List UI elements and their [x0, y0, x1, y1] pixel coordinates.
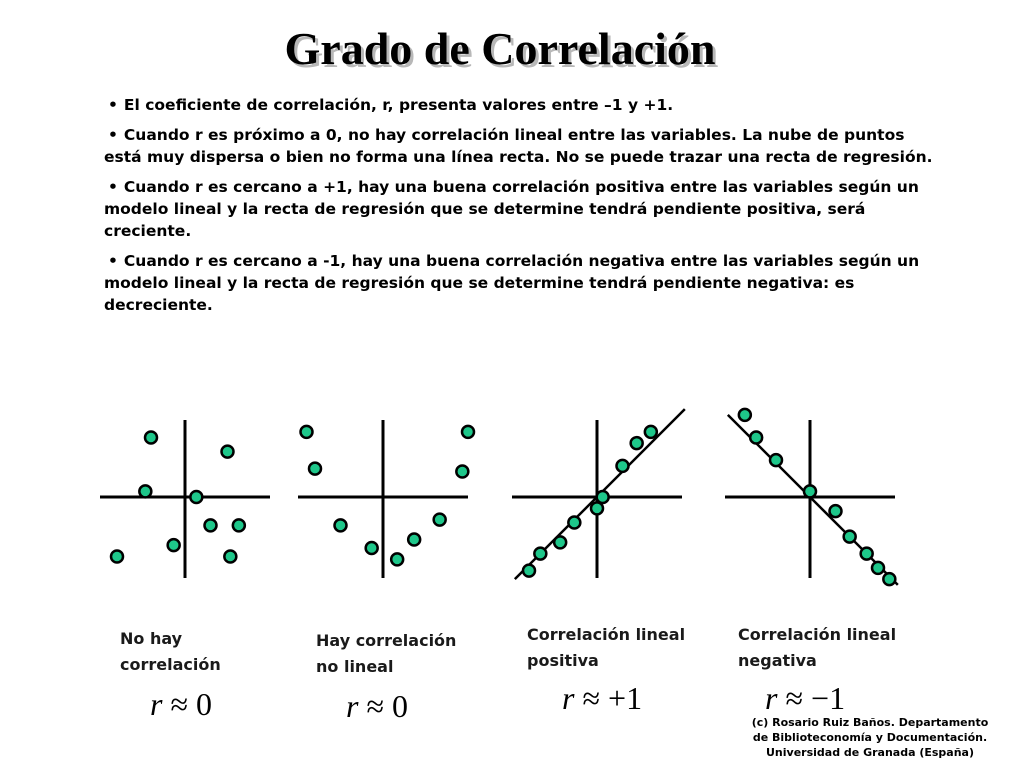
caption-line: negativa [738, 651, 817, 670]
r-symbol: r [562, 680, 575, 716]
data-point [597, 491, 609, 503]
data-point [168, 539, 180, 551]
slide-title: Grado de Correlación [284, 23, 716, 74]
caption-positive-correlation [527, 622, 685, 674]
data-point [301, 426, 313, 438]
data-point [523, 565, 535, 577]
data-point [391, 553, 403, 565]
bullet-text: Cuando r es próximo a 0, no hay correlación lineal entre las variables. La nube de puntos está muy dispersa o bien no forma una línea recta. No se puede trazar una recta de regresión. [104, 126, 933, 166]
data-point [233, 519, 245, 531]
credit-line: (c) Rosario Ruiz Baños. Departamento [751, 716, 989, 729]
data-point [335, 519, 347, 531]
data-point [408, 534, 420, 546]
data-point [804, 485, 816, 497]
caption-line: Hay correlación [316, 631, 457, 650]
data-point [456, 466, 468, 478]
r-value: 0 [196, 686, 213, 722]
data-point [462, 426, 474, 438]
data-point [222, 446, 234, 458]
r-symbol: r [765, 680, 778, 716]
bullet-item [104, 124, 944, 168]
data-point [534, 548, 546, 560]
data-point [830, 505, 842, 517]
scatter-positive-correlation [512, 412, 682, 582]
data-point [872, 562, 884, 574]
data-point [205, 519, 217, 531]
credit-line: Universidad de Granada (España) [766, 746, 974, 759]
data-point [631, 437, 643, 449]
data-point [554, 536, 566, 548]
r-symbol: r [346, 688, 359, 724]
caption-negative-correlation [738, 622, 896, 674]
credit-line: de Biblioteconomía y Documentación. [752, 731, 988, 744]
approx-symbol: ≈ [170, 686, 189, 722]
r-value: +1 [608, 680, 643, 716]
caption-line: correlación [120, 655, 221, 674]
data-point [645, 426, 657, 438]
data-point [739, 409, 751, 421]
formula-r-approx-0 [150, 686, 212, 723]
bullet-icon: • [108, 96, 118, 114]
caption-line: Correlación lineal [527, 625, 686, 644]
caption-line: no lineal [316, 657, 394, 676]
caption-line: No hay [120, 629, 183, 648]
scatter-no-correlation [100, 412, 270, 582]
bullet-item [104, 176, 944, 242]
data-point [844, 531, 856, 543]
formula-r-approx-minus-1 [765, 680, 845, 717]
data-point [750, 432, 762, 444]
bullet-text: Cuando r es cercano a -1, hay una buena correlación negativa entre las variables según un modelo lineal y la recta de regresión que se determine tendrá pendiente negativa: es decreciente. [104, 252, 920, 314]
approx-symbol: ≈ [785, 680, 804, 716]
scatter-nonlinear-correlation [298, 412, 468, 582]
data-point [309, 463, 321, 475]
caption-nonlinear-correlation [316, 628, 456, 680]
approx-symbol: ≈ [582, 680, 601, 716]
approx-symbol: ≈ [366, 688, 385, 724]
data-point [190, 491, 202, 503]
scatter-negative-correlation [725, 412, 895, 582]
formula-r-approx-0 [346, 688, 408, 725]
caption-line: positiva [527, 651, 599, 670]
r-value: 0 [392, 688, 409, 724]
credit-note [738, 715, 1002, 760]
data-point [145, 432, 157, 444]
data-point [111, 551, 123, 563]
bullet-text: El coeficiente de correlación, r, presenta valores entre –1 y +1. [123, 96, 674, 114]
r-symbol: r [150, 686, 163, 722]
formula-r-approx-plus-1 [562, 680, 642, 717]
bullet-list [104, 94, 944, 324]
data-point [591, 502, 603, 514]
data-point [861, 548, 873, 560]
data-point [434, 514, 446, 526]
r-value: −1 [811, 680, 846, 716]
caption-no-correlation [120, 626, 221, 678]
data-point [568, 517, 580, 529]
data-point [366, 542, 378, 554]
bullet-icon: • [108, 178, 118, 196]
data-point [883, 573, 895, 585]
bullet-item [104, 94, 944, 116]
data-point [617, 460, 629, 472]
data-point [770, 454, 782, 466]
bullet-item [104, 250, 944, 316]
data-point [224, 551, 236, 563]
caption-line: Correlación lineal [738, 625, 897, 644]
data-point [139, 485, 151, 497]
bullet-icon: • [108, 126, 118, 144]
bullet-text: Cuando r es cercano a +1, hay una buena correlación positiva entre las variables según un modelo lineal y la recta de regresión que se determine tendrá pendiente positiva, será creciente. [104, 178, 919, 240]
bullet-icon: • [108, 252, 118, 270]
